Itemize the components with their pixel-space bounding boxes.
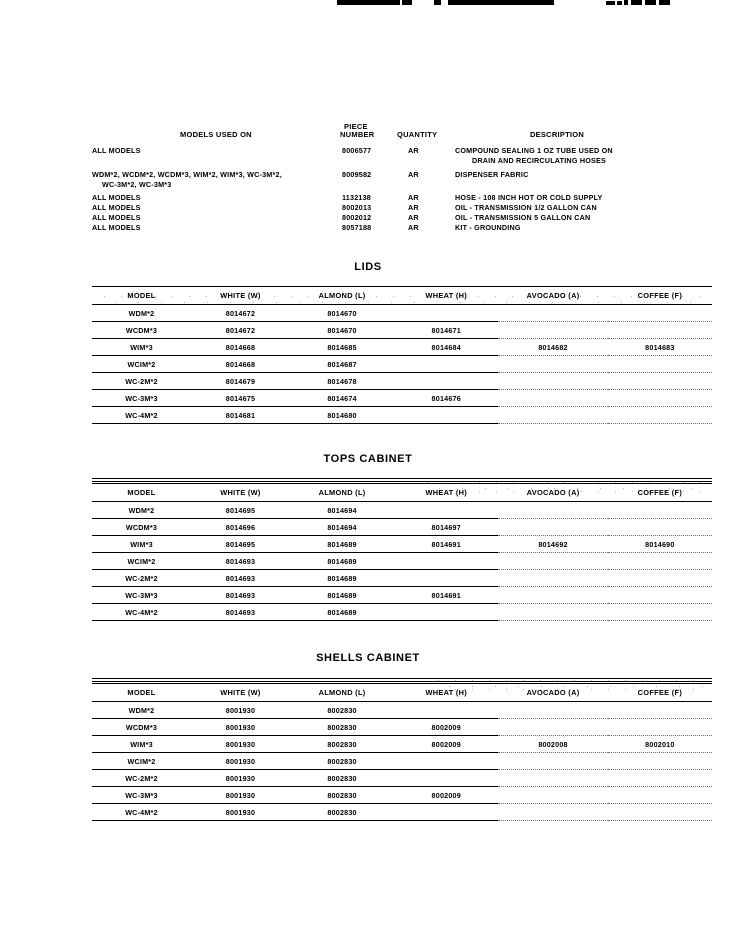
cell-almond: 8014674 (290, 390, 394, 407)
cell-model: WC-2M*2 (92, 770, 191, 787)
parts-list-row (92, 223, 712, 233)
table-row (92, 736, 712, 753)
cell-quantity: AR (408, 223, 419, 232)
table-row (92, 570, 712, 587)
cell-coffee (608, 804, 712, 821)
column-header-piece-line1: PIECE (344, 122, 368, 131)
cell-white: 8014693 (191, 570, 290, 587)
cell-description: HOSE - 108 INCH HOT OR COLD SUPPLY (455, 193, 603, 202)
table-row (92, 787, 712, 804)
column-header-almond: ALMOND (L) (290, 684, 394, 702)
column-header-almond: ALMOND (L) (290, 287, 394, 305)
table-row (92, 390, 712, 407)
cell-white: 8014695 (191, 502, 290, 519)
cell-coffee (608, 390, 712, 407)
table-row (92, 373, 712, 390)
cell-piece-number: 8006577 (342, 146, 372, 155)
cell-quantity: AR (408, 193, 419, 202)
cell-avocado (498, 770, 607, 787)
cell-avocado (498, 604, 607, 621)
table-row (92, 587, 712, 604)
cell-almond: 8002830 (290, 787, 394, 804)
cell-coffee (608, 305, 712, 322)
column-header-white: WHITE (W) (191, 484, 290, 502)
cell-almond: 8014689 (290, 604, 394, 621)
column-header-quantity: QUANTITY (397, 130, 438, 139)
cell-wheat: 8014671 (394, 322, 498, 339)
cell-coffee: 8002010 (608, 736, 712, 753)
scan-artifact-bar (434, 0, 441, 5)
cell-models: ALL MODELS (92, 193, 141, 202)
section-title-lids: LIDS (354, 261, 382, 273)
cell-wheat (394, 502, 498, 519)
table-row (92, 536, 712, 553)
cell-model: WCDM*3 (92, 322, 191, 339)
cell-model: WC-3M*3 (92, 787, 191, 804)
cell-almond: 8002830 (290, 719, 394, 736)
column-header-piece-line2: NUMBER (340, 130, 375, 139)
cell-model: WC-4M*2 (92, 407, 191, 424)
parts-list-header-row (92, 120, 712, 146)
scan-artifact-bars (0, 0, 736, 14)
cell-model: WIM*3 (92, 536, 191, 553)
cell-almond: 8002830 (290, 753, 394, 770)
cell-wheat (394, 570, 498, 587)
table-header-row (92, 287, 712, 305)
cell-models: WDM*2, WCDM*2, WCDM*3, WIM*2, WIM*3, WC-3M*2, (92, 170, 282, 179)
column-header-avocado: AVOCADO (A) (498, 287, 607, 305)
cell-model: WDM*2 (92, 502, 191, 519)
cell-wheat: 8002009 (394, 787, 498, 804)
table-top-rule (92, 478, 712, 482)
column-header-description: DESCRIPTION (530, 130, 585, 139)
tops-cabinet-table (92, 478, 712, 621)
cell-models: ALL MODELS (92, 213, 141, 222)
scan-artifact-bar (617, 1, 622, 5)
cell-model: WC-3M*3 (92, 390, 191, 407)
cell-avocado (498, 407, 607, 424)
cell-wheat: 8014676 (394, 390, 498, 407)
cell-model: WC-2M*2 (92, 570, 191, 587)
cell-white: 8001930 (191, 736, 290, 753)
cell-white: 8014679 (191, 373, 290, 390)
cell-white: 8001930 (191, 804, 290, 821)
cell-white: 8014693 (191, 604, 290, 621)
cell-avocado: 8014692 (498, 536, 607, 553)
cell-white: 8014672 (191, 305, 290, 322)
scan-artifact-bar (606, 1, 615, 5)
cell-almond: 8014678 (290, 373, 394, 390)
cell-almond: 8014687 (290, 356, 394, 373)
cell-coffee (608, 753, 712, 770)
table-header-row (92, 684, 712, 702)
cell-almond: 8002830 (290, 736, 394, 753)
cell-coffee (608, 519, 712, 536)
cell-quantity: AR (408, 203, 419, 212)
cell-white: 8014696 (191, 519, 290, 536)
cell-coffee (608, 407, 712, 424)
column-header-white: WHITE (W) (191, 684, 290, 702)
cell-avocado (498, 390, 607, 407)
cell-white: 8014693 (191, 587, 290, 604)
cell-wheat (394, 753, 498, 770)
table-row (92, 356, 712, 373)
cell-avocado (498, 587, 607, 604)
cell-white: 8001930 (191, 753, 290, 770)
cell-avocado (498, 322, 607, 339)
cell-avocado (498, 702, 607, 719)
cell-avocado: 8014682 (498, 339, 607, 356)
cell-description: KIT - GROUNDING (455, 223, 521, 232)
cell-white: 8014693 (191, 553, 290, 570)
cell-coffee (608, 770, 712, 787)
cell-wheat: 8014691 (394, 587, 498, 604)
cell-avocado (498, 753, 607, 770)
cell-models: ALL MODELS (92, 203, 141, 212)
cell-almond: 8014680 (290, 407, 394, 424)
cell-white: 8014681 (191, 407, 290, 424)
table-top-rule (92, 678, 712, 682)
cell-piece-number: 8002013 (342, 203, 372, 212)
cell-piece-number: 8057188 (342, 223, 372, 232)
column-header-coffee: COFFEE (F) (608, 484, 712, 502)
cell-model: WC-2M*2 (92, 373, 191, 390)
cell-almond: 8002830 (290, 702, 394, 719)
cell-wheat (394, 373, 498, 390)
cell-white: 8014668 (191, 356, 290, 373)
cell-piece-number: 8009582 (342, 170, 372, 179)
cell-avocado (498, 570, 607, 587)
column-header-wheat: WHEAT (H) (394, 684, 498, 702)
cell-wheat (394, 553, 498, 570)
scan-artifact-bar (645, 0, 656, 5)
cell-almond: 8014689 (290, 587, 394, 604)
cell-white: 8014672 (191, 322, 290, 339)
cell-model: WC-4M*2 (92, 604, 191, 621)
column-header-avocado: AVOCADO (A) (498, 684, 607, 702)
table-header-row (92, 484, 712, 502)
cell-model: WCDM*3 (92, 719, 191, 736)
parts-list-row-continuation (92, 156, 712, 170)
parts-list-row (92, 213, 712, 223)
table-row (92, 770, 712, 787)
cell-coffee (608, 553, 712, 570)
parts-list-row (92, 193, 712, 203)
column-header-coffee: COFFEE (F) (608, 684, 712, 702)
cell-coffee: 8014690 (608, 536, 712, 553)
parts-list-row (92, 203, 712, 213)
parts-list-row (92, 170, 712, 180)
table-row (92, 502, 712, 519)
cell-white: 8014668 (191, 339, 290, 356)
cell-model: WIM*3 (92, 736, 191, 753)
cell-avocado (498, 719, 607, 736)
cell-almond: 8014694 (290, 519, 394, 536)
table-row (92, 702, 712, 719)
scan-artifact-bar (631, 0, 642, 5)
cell-avocado (498, 373, 607, 390)
cell-wheat: 8002009 (394, 736, 498, 753)
column-header-wheat: WHEAT (H) (394, 484, 498, 502)
cell-model: WIM*3 (92, 339, 191, 356)
cell-wheat: 8014691 (394, 536, 498, 553)
cell-avocado: 8002008 (498, 736, 607, 753)
cell-avocado (498, 502, 607, 519)
cell-wheat (394, 305, 498, 322)
shells-cabinet-table (92, 678, 712, 821)
cell-white: 8014695 (191, 536, 290, 553)
parts-list-table (92, 120, 712, 233)
table-row (92, 604, 712, 621)
cell-quantity: AR (408, 146, 419, 155)
cell-wheat: 8014697 (394, 519, 498, 536)
cell-coffee (608, 587, 712, 604)
table-row (92, 719, 712, 736)
cell-wheat: 8002009 (394, 719, 498, 736)
cell-coffee (608, 322, 712, 339)
cell-wheat: 8014684 (394, 339, 498, 356)
cell-white: 8014675 (191, 390, 290, 407)
column-header-coffee: COFFEE (F) (608, 287, 712, 305)
cell-coffee (608, 570, 712, 587)
table-row (92, 305, 712, 322)
scan-artifact-bar (337, 0, 400, 5)
cell-wheat (394, 407, 498, 424)
table-row (92, 322, 712, 339)
column-header-model: MODEL (92, 684, 191, 702)
cell-avocado (498, 519, 607, 536)
table-row (92, 553, 712, 570)
cell-avocado (498, 787, 607, 804)
section-title-tops-cabinet: TOPS CABINET (323, 453, 413, 465)
column-header-models-used-on: MODELS USED ON (180, 130, 252, 139)
scan-artifact-bar (448, 0, 554, 5)
column-header-wheat: WHEAT (H) (394, 287, 498, 305)
cell-avocado (498, 804, 607, 821)
cell-coffee: 8014683 (608, 339, 712, 356)
cell-models-continued: WC-3M*2, WC-3M*3 (102, 180, 172, 189)
cell-coffee (608, 604, 712, 621)
cell-model: WCIM*2 (92, 553, 191, 570)
cell-white: 8001930 (191, 719, 290, 736)
cell-wheat (394, 702, 498, 719)
cell-coffee (608, 356, 712, 373)
cell-model: WDM*2 (92, 702, 191, 719)
lids-table (92, 286, 712, 424)
cell-quantity: AR (408, 170, 419, 179)
table-row (92, 753, 712, 770)
cell-almond: 8014670 (290, 322, 394, 339)
cell-almond: 8002830 (290, 770, 394, 787)
table-row (92, 339, 712, 356)
table-row (92, 407, 712, 424)
column-header-white: WHITE (W) (191, 287, 290, 305)
cell-almond: 8014689 (290, 570, 394, 587)
cell-coffee (608, 787, 712, 804)
cell-almond: 8014685 (290, 339, 394, 356)
cell-wheat (394, 356, 498, 373)
cell-almond: 8002830 (290, 804, 394, 821)
column-header-model: MODEL (92, 287, 191, 305)
column-header-avocado: AVOCADO (A) (498, 484, 607, 502)
cell-piece-number: 8002012 (342, 213, 372, 222)
cell-models: ALL MODELS (92, 146, 141, 155)
cell-models: ALL MODELS (92, 223, 141, 232)
cell-model: WCIM*2 (92, 753, 191, 770)
cell-avocado (498, 356, 607, 373)
cell-description-continued: DRAIN AND RECIRCULATING HOSES (472, 156, 606, 165)
cell-description: OIL - TRANSMISSION 1/2 GALLON CAN (455, 203, 597, 212)
section-title-shells-cabinet: SHELLS CABINET (316, 652, 420, 664)
cell-coffee (608, 373, 712, 390)
cell-coffee (608, 702, 712, 719)
cell-white: 8001930 (191, 787, 290, 804)
cell-wheat (394, 770, 498, 787)
parts-list-row-continuation (92, 180, 712, 193)
cell-coffee (608, 502, 712, 519)
cell-almond: 8014694 (290, 502, 394, 519)
cell-description: OIL - TRANSMISSION 5 GALLON CAN (455, 213, 591, 222)
table-row (92, 804, 712, 821)
parts-list-row (92, 146, 712, 156)
cell-model: WCIM*2 (92, 356, 191, 373)
cell-model: WCDM*3 (92, 519, 191, 536)
cell-model: WC-4M*2 (92, 804, 191, 821)
cell-almond: 8014670 (290, 305, 394, 322)
cell-white: 8001930 (191, 770, 290, 787)
cell-avocado (498, 553, 607, 570)
scan-artifact-bar (402, 0, 412, 5)
cell-description: COMPOUND SEALING 1 OZ TUBE USED ON (455, 146, 613, 155)
cell-quantity: AR (408, 213, 419, 222)
cell-wheat (394, 604, 498, 621)
cell-description: DISPENSER FABRIC (455, 170, 529, 179)
cell-white: 8001930 (191, 702, 290, 719)
cell-wheat (394, 804, 498, 821)
cell-almond: 8014689 (290, 553, 394, 570)
table-row (92, 519, 712, 536)
cell-almond: 8014689 (290, 536, 394, 553)
cell-coffee (608, 719, 712, 736)
cell-model: WDM*2 (92, 305, 191, 322)
column-header-almond: ALMOND (L) (290, 484, 394, 502)
column-header-model: MODEL (92, 484, 191, 502)
cell-avocado (498, 305, 607, 322)
cell-model: WC-3M*3 (92, 587, 191, 604)
scan-artifact-bar (659, 0, 670, 5)
scan-artifact-bar (624, 0, 628, 5)
cell-piece-number: 1132138 (342, 193, 371, 202)
